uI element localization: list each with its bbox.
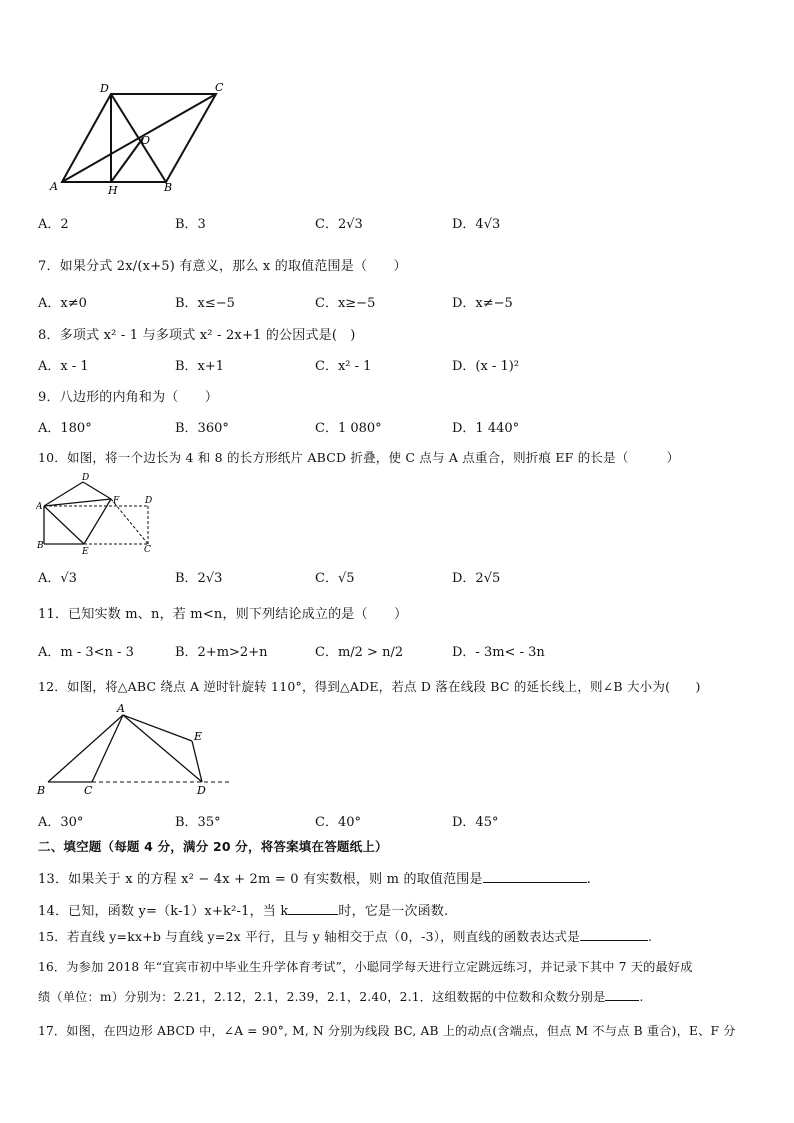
label-F: F bbox=[113, 496, 120, 506]
q13-answer-blank[interactable] bbox=[483, 882, 587, 883]
q12-option-a: A．30° bbox=[38, 815, 84, 830]
label-A: A bbox=[36, 502, 43, 512]
q16-answer-blank[interactable] bbox=[605, 1000, 639, 1001]
q10-text: 10．如图，将一个边长为 4 和 8 的长方形纸片 ABCD 折叠，使 C 点与 A 点重合，则折痕 EF 的长是（ ） bbox=[38, 450, 680, 465]
q7-option-b: B．x≤−5 bbox=[175, 296, 235, 311]
q15-answer-blank[interactable] bbox=[580, 940, 648, 941]
label-B: B bbox=[164, 181, 173, 194]
q8-option-c: C．x² - 1 bbox=[315, 359, 372, 374]
q8-option-b: B．x+1 bbox=[175, 359, 225, 374]
q17-text: 17．如图，在四边形 ABCD 中，∠A = 90°, M, N 分别为线段 BC, AB 上的动点(含端点，但点 M 不与点 B 重合)，E、F 分 bbox=[38, 1024, 736, 1038]
q12-option-c: C．40° bbox=[315, 815, 361, 830]
section-title: 二、填空题（每题 4 分，满分 20 分，将答案填在答题纸上） bbox=[38, 839, 388, 854]
q15 bbox=[38, 927, 652, 945]
q15-text: 15．若直线 y=kx+b 与直线 y=2x 平行，且与 y 轴相交于点（0，-3），则直线的函数表达式是 bbox=[38, 929, 580, 944]
q8-option-a: A．x - 1 bbox=[38, 359, 89, 374]
q7-option-a: A．x≠0 bbox=[38, 296, 87, 311]
label-D-top: D bbox=[82, 473, 90, 483]
q12-option-d: D．45° bbox=[452, 815, 499, 830]
q8-text: 8．多项式 x² - 1 与多项式 x² - 2x+1 的公因式是( ) bbox=[38, 328, 356, 343]
q14-answer-blank[interactable] bbox=[288, 914, 338, 915]
q10-option-d: D．2√5 bbox=[452, 571, 501, 586]
q9-option-b: B．360° bbox=[175, 421, 229, 436]
q16-tail: . bbox=[639, 990, 644, 1004]
label-A: A bbox=[117, 702, 125, 715]
label-E: E bbox=[194, 730, 203, 743]
label-C: C bbox=[144, 545, 151, 555]
q7-option-c: C．x≥−5 bbox=[315, 296, 376, 311]
rotation-figure bbox=[34, 700, 234, 800]
parallelogram-figure bbox=[40, 78, 240, 198]
label-B: B bbox=[37, 541, 44, 551]
q13 bbox=[38, 868, 591, 887]
q6-option-a: A．2 bbox=[38, 217, 69, 232]
q11-text: 11．已知实数 m、n，若 m<n，则下列结论成立的是（ ） bbox=[38, 607, 408, 622]
q11-option-c: C．m/2 > n/2 bbox=[315, 645, 404, 660]
q11-option-a: A．m - 3<n - 3 bbox=[38, 645, 134, 660]
q9-text: 9．八边形的内角和为（ ） bbox=[38, 390, 219, 405]
q9-option-a: A．180° bbox=[38, 421, 92, 436]
label-E: E bbox=[82, 547, 89, 555]
q13-tail: . bbox=[586, 872, 592, 887]
label-A: A bbox=[50, 180, 58, 193]
q12-option-b: B．35° bbox=[175, 815, 221, 830]
rectangle-fold-figure bbox=[36, 470, 161, 555]
q12-text: 12．如图，将△ABC 绕点 A 逆时针旋转 110°，得到△ADE，若点 D 落在线段 BC 的延长线上，则∠B 大小为( ) bbox=[38, 679, 701, 694]
q16-line2 bbox=[38, 988, 644, 1005]
q9-option-c: C．1 080° bbox=[315, 421, 382, 436]
q10-option-c: C．√5 bbox=[315, 571, 355, 586]
q10-option-b: B．2√3 bbox=[175, 571, 223, 586]
q11-option-b: B．2+m>2+n bbox=[175, 645, 268, 660]
q6-option-c: C．2√3 bbox=[315, 217, 363, 232]
q8-option-d: D．(x - 1)² bbox=[452, 359, 520, 374]
q14 bbox=[38, 900, 448, 919]
q6-option-b: B．3 bbox=[175, 217, 206, 232]
q14-text: 14．已知，函数 y=（k-1）x+k²-1，当 k bbox=[38, 904, 289, 919]
label-B: B bbox=[37, 784, 46, 797]
q11-option-d: D．- 3m< - 3n bbox=[452, 645, 545, 660]
q7-text: 7．如果分式 2x/(x+5) 有意义，那么 x 的取值范围是（ ） bbox=[38, 259, 407, 274]
q7-option-d: D．x≠−5 bbox=[452, 296, 513, 311]
q9-option-d: D．1 440° bbox=[452, 421, 520, 436]
label-C: C bbox=[84, 784, 93, 797]
q15-tail: . bbox=[647, 929, 653, 944]
label-D: D bbox=[100, 82, 109, 95]
q10-option-a: A．√3 bbox=[38, 571, 77, 586]
label-D-right: D bbox=[145, 496, 153, 506]
q6-option-d: D．4√3 bbox=[452, 217, 501, 232]
q14-tail: 时，它是一次函数. bbox=[338, 904, 449, 919]
label-C: C bbox=[215, 81, 224, 94]
label-O: O bbox=[141, 134, 151, 147]
q16-line1: 16．为参加 2018 年“宜宾市初中毕业生升学体育考试”，小聪同学每天进行立定跳远练习，并记录下其中 7 天的最好成 bbox=[38, 960, 693, 974]
q16-line2-text: 绩（单位：m）分别为：2.21，2.12，2.1，2.39，2.1，2.40，2.1．这组数据的中位数和众数分别是 bbox=[38, 990, 606, 1004]
q13-text: 13．如果关于 x 的方程 x² − 4x + 2m = 0 有实数根，则 m 的取值范围是 bbox=[38, 872, 483, 887]
label-H: H bbox=[108, 184, 118, 197]
label-D: D bbox=[197, 784, 206, 797]
